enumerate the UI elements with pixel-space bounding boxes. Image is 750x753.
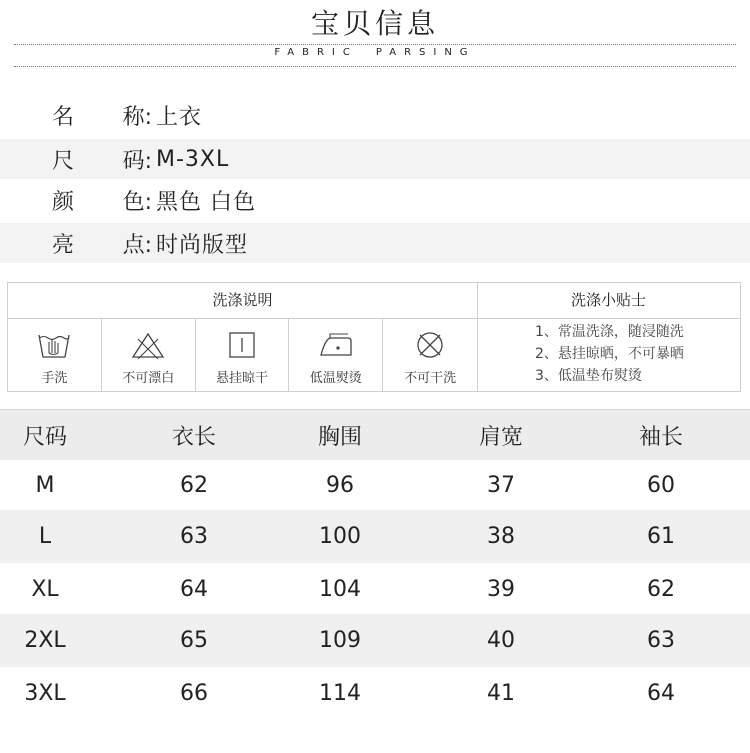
info-row-color — [0, 180, 750, 220]
size-table-header — [0, 409, 750, 460]
table-cell: 60 — [647, 473, 675, 498]
low-iron-icon — [318, 329, 354, 361]
tips-list — [535, 321, 684, 387]
tips-header: 洗涤小贴士 — [477, 283, 740, 319]
info-label-char: 尺 — [52, 148, 75, 174]
care-item — [196, 319, 290, 391]
column-header: 袖长 — [638, 424, 683, 450]
subtitle-word-1: FABRIC — [274, 47, 358, 58]
care-label: 手洗 — [41, 371, 68, 386]
care-label: 不可干洗 — [404, 371, 457, 386]
divider — [14, 66, 736, 67]
column-header: 衣长 — [171, 424, 216, 450]
info-label-char: 色: — [122, 189, 152, 215]
no-dry-clean-icon — [412, 329, 448, 361]
table-cell: 2XL — [24, 628, 66, 653]
table-cell: XL — [31, 577, 59, 602]
table-cell: 61 — [647, 524, 675, 549]
page-title: 宝贝信息 — [310, 7, 439, 40]
tip-item: 1、常温洗涤，随浸随洗 — [535, 324, 684, 340]
column-header: 胸围 — [317, 424, 362, 450]
table-cell: 100 — [319, 524, 361, 549]
care-label: 不可漂白 — [122, 371, 175, 386]
care-item — [289, 319, 383, 391]
info-label-char: 名 — [52, 104, 75, 130]
table-cell: 40 — [487, 628, 515, 653]
care-tips — [477, 283, 740, 391]
info-label — [52, 185, 152, 216]
table-cell: 3XL — [24, 681, 66, 706]
table-cell: 38 — [487, 524, 515, 549]
info-value: 上衣 — [156, 104, 203, 130]
table-row — [0, 614, 750, 667]
table-cell: 39 — [487, 577, 515, 602]
info-label-char: 颜 — [52, 189, 75, 215]
table-cell: L — [38, 524, 52, 549]
care-label: 低温熨烫 — [309, 371, 362, 386]
info-label-char: 称: — [122, 104, 152, 130]
care-item — [383, 319, 477, 391]
table-row — [0, 667, 750, 720]
table-cell: 65 — [180, 628, 208, 653]
care-icons — [8, 319, 477, 391]
info-value: 时尚版型 — [156, 232, 249, 258]
table-row — [0, 563, 750, 616]
table-cell: 63 — [180, 524, 208, 549]
care-item — [8, 319, 102, 391]
table-cell: 104 — [319, 577, 361, 602]
table-cell: 63 — [647, 628, 675, 653]
divider — [14, 44, 736, 45]
hang-dry-icon — [224, 329, 260, 361]
care-instructions — [8, 283, 478, 391]
table-cell: 66 — [180, 681, 208, 706]
info-label-char: 点: — [122, 232, 152, 258]
table-cell: 41 — [487, 681, 515, 706]
table-cell: M — [35, 473, 55, 498]
care-header: 洗涤说明 — [8, 283, 477, 319]
table-cell: 37 — [487, 473, 515, 498]
table-cell: 64 — [647, 681, 675, 706]
info-label — [52, 100, 152, 131]
hand-wash-icon — [36, 329, 72, 361]
info-label-char: 亮 — [52, 232, 75, 258]
info-label — [52, 144, 152, 175]
tip-item: 3、低温垫布熨烫 — [535, 368, 642, 384]
table-cell: 64 — [180, 577, 208, 602]
table-cell: 96 — [326, 473, 354, 498]
info-row-highlight — [0, 223, 750, 263]
info-value: M-3XL — [156, 146, 230, 172]
subtitle — [0, 47, 750, 58]
care-label: 悬挂晾干 — [215, 371, 268, 386]
info-row-name — [0, 95, 750, 135]
info-row-size — [0, 139, 750, 179]
care-panel — [7, 282, 741, 392]
table-cell: 62 — [180, 473, 208, 498]
table-cell: 114 — [319, 681, 361, 706]
no-bleach-icon — [130, 329, 166, 361]
tip-item: 2、悬挂晾晒，不可暴晒 — [535, 346, 684, 362]
info-value: 黑色 白色 — [156, 189, 256, 215]
table-row — [0, 459, 750, 512]
info-label-char: 码: — [122, 148, 152, 174]
column-header: 肩宽 — [478, 424, 523, 450]
care-item — [102, 319, 196, 391]
subtitle-word-2: PARSING — [375, 47, 476, 58]
table-cell: 62 — [647, 577, 675, 602]
table-row — [0, 510, 750, 563]
table-cell: 109 — [319, 628, 361, 653]
info-label — [52, 228, 152, 259]
column-header: 尺码 — [22, 424, 67, 450]
